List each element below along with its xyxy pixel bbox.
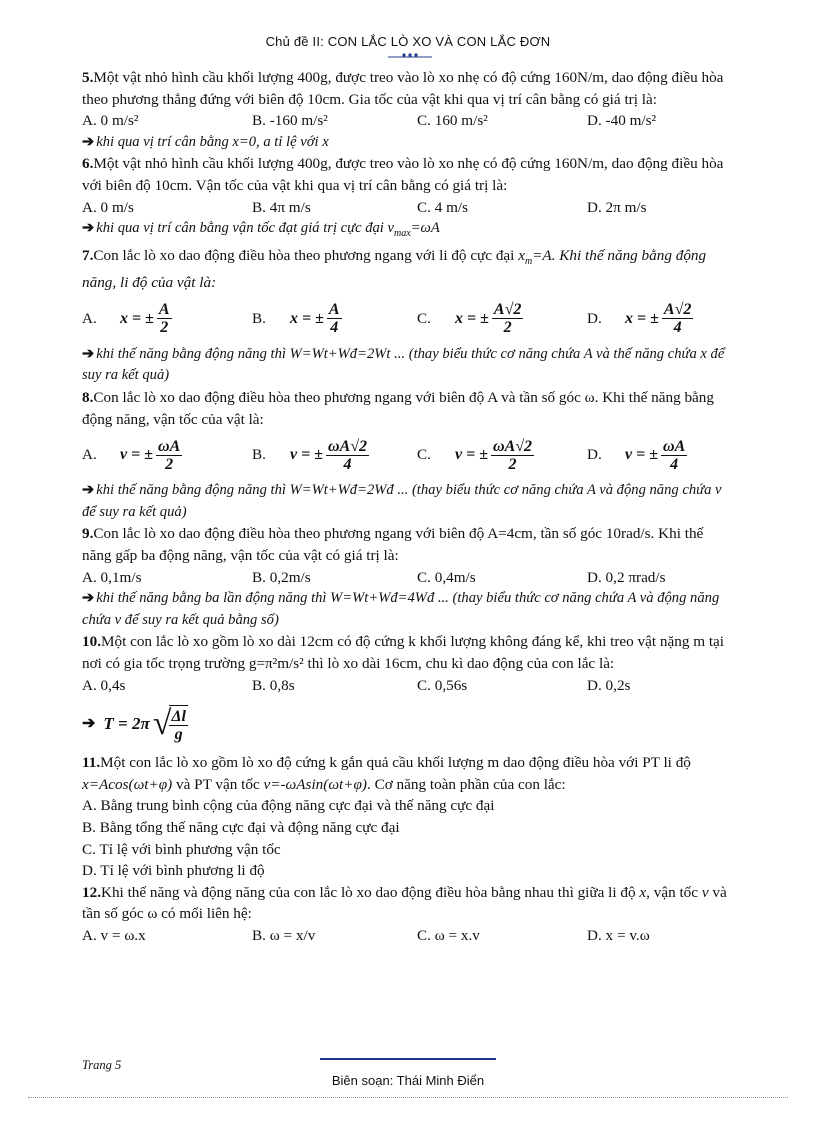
arrow-icon: ➔ [82, 482, 95, 499]
option-c[interactable]: C. ω = x.v [417, 926, 480, 944]
arrow-icon: ➔ [82, 345, 95, 362]
fraction: $\frac{\Delta l}{g}$ [169, 705, 187, 743]
sqrt-icon: √ [152, 705, 172, 743]
option-c[interactable]: C. 0,56s [417, 676, 468, 694]
option-c[interactable]: C. 160 m/s² [417, 112, 488, 130]
fraction: $\frac{\omega A√2}{2}$ [493, 437, 533, 473]
option-b[interactable]: B. ω = x/v [252, 926, 316, 944]
footer-divider [320, 1058, 496, 1060]
arrow-icon: ➔ [82, 590, 95, 607]
option-c[interactable]: C. x = ± $\frac{A√2}{2}$ [417, 301, 522, 337]
fraction: $\frac{A√2}{2}$ [493, 301, 522, 337]
option-d[interactable]: D. -40 m/s² [587, 112, 657, 130]
option-b[interactable]: B. v = ± $\frac{\omega A√2}{4}$ [252, 437, 368, 473]
fraction: $\frac{\omega A√2}{4}$ [328, 437, 368, 473]
question-12-options [82, 925, 734, 947]
arrow-icon: ➔ [82, 220, 95, 237]
option-d[interactable]: D. 0,2 πrad/s [587, 568, 666, 586]
option-b[interactable]: B. Bằng tổng thế năng cực đại và động năng cực đại [82, 818, 400, 836]
question-10-formula: ➔ T = 2π √ $\frac{\Delta l}{g}$ [82, 705, 186, 744]
option-d[interactable]: D. 0,2s [587, 676, 631, 694]
question-6-hint: ➔ khi qua vị trí cân bằng vận tốc đạt giá trị cực đại $v_{max}=\omega A$ [82, 220, 440, 240]
question-6-options [82, 197, 734, 219]
fraction: $\frac{\omega A}{4}$ [663, 437, 686, 473]
option-b[interactable]: B. -160 m/s² [252, 112, 328, 130]
question-6: 6.Một vật nhỏ hình cầu khối lượng 400g, được treo vào lò xo nhẹ có độ cứng 160N/m, dao động điều hòa với biên độ 10cm. Vận tốc của vật khi qua vị trí cân bằng có giá trị là: [82, 155, 724, 194]
question-5-options [82, 110, 734, 132]
page-number: Trang 5 [82, 1058, 122, 1072]
arrow-icon: ➔ [82, 715, 96, 733]
option-b[interactable]: B. 4π m/s [252, 198, 311, 216]
option-a[interactable]: A. x = ± $\frac{A}{2}$ [82, 301, 170, 337]
question-9: 9.Con lắc lò xo dao động điều hòa theo phương ngang với biên độ A=4cm, tần số góc 10rad/s. Khi thế năng gấp ba động năng, vận tốc của vật có giá trị là: [82, 525, 704, 565]
page-header: Chủ đề II: CON LẮC LÒ XO VÀ CON LẮC ĐƠN [265, 34, 551, 49]
arrow-icon: ➔ [82, 133, 95, 150]
question-7-options [82, 294, 734, 344]
option-a[interactable]: A. 0 m/s² [82, 112, 139, 130]
question-11: 11.Một con lắc lò xo gồm lò xo độ cứng k gắn quả cầu khối lượng m dao động điều hòa với PT li độ x=Acos(ωt+φ) và PT vận tốc v=-ωAsin(ωt+φ). Cơ năng toàn phần của con lắc: [82, 754, 691, 793]
question-9-options [82, 567, 734, 589]
question-10-options [82, 675, 734, 697]
option-d[interactable]: D. x = ± $\frac{A√2}{4}$ [587, 301, 692, 337]
option-b[interactable]: B. 0,2m/s [252, 568, 311, 586]
option-c[interactable]: C. v = ± $\frac{\omega A√2}{2}$ [417, 437, 533, 473]
question-7: 7.Con lắc lò xo dao động điều hòa theo phương ngang với li độ cực đại $x_m=A$. Khi thế năng bằng động năng, li độ của vật là: [82, 246, 707, 292]
fraction: $\frac{\omega A}{2}$ [158, 437, 181, 473]
question-12: 12.Khi thế năng và động năng của con lắc lò xo dao động điều hòa bằng nhau thì giữa li độ x, vận tốc v và tần số góc ω có mối liên hệ: [82, 883, 727, 923]
option-c[interactable]: C. Tỉ lệ với bình phương vận tốc [82, 840, 281, 858]
option-d[interactable]: D. v = ± $\frac{\omega A}{4}$ [587, 437, 686, 473]
option-d[interactable]: D. Tỉ lệ với bình phương li độ [82, 862, 265, 880]
fraction: $\frac{A√2}{4}$ [663, 301, 692, 337]
header-ornament-icon [388, 50, 432, 60]
fraction: $\frac{A}{2}$ [158, 301, 170, 337]
option-d[interactable]: D. 2π m/s [587, 198, 647, 216]
question-8-options [82, 430, 734, 480]
option-b[interactable]: B. x = ± $\frac{A}{4}$ [252, 301, 340, 337]
option-a[interactable]: A. 0,1m/s [82, 568, 142, 586]
footer-author: Biên soạn: Thái Minh Điển [331, 1073, 485, 1088]
option-c[interactable]: C. 0,4m/s [417, 568, 476, 586]
questions-content [82, 67, 734, 947]
question-8-hint: ➔ khi thế năng bằng động năng thì W=Wt+Wđ=2Wđ ... (thay biểu thức cơ năng chứa A và động năng chứa v để suy ra kết quả) [82, 482, 722, 520]
question-5: 5.Một vật nhỏ hình cầu khối lượng 400g, được treo vào lò xo nhẹ có độ cứng 160N/m, dao động điều hòa theo phương thẳng đứng với biên độ 10cm. Gia tốc của vật khi qua vị trí cân bằng có giá trị là: [82, 69, 724, 108]
option-a[interactable]: A. 0 m/s [82, 198, 134, 216]
question-7-hint: ➔ khi thế năng bằng động năng thì W=Wt+Wđ=2Wt ... (thay biểu thức cơ năng chứa A và thế năng chứa x để suy ra kết quả) [82, 345, 725, 384]
question-5-hint: ➔ khi qua vị trí cân bằng x=0, a tỉ lệ với x [82, 132, 734, 154]
page-bottom-rule [28, 1097, 788, 1098]
fraction: $\frac{A}{4}$ [328, 301, 340, 337]
option-a[interactable]: A. v = ± $\frac{\omega A}{2}$ [82, 437, 181, 473]
option-a[interactable]: A. v = ω.x [82, 926, 146, 944]
option-a[interactable]: A. Bằng trung bình cộng của động năng cực đại và thế năng cực đại [82, 797, 495, 815]
option-b[interactable]: B. 0,8s [252, 676, 295, 694]
question-8: 8.Con lắc lò xo dao động điều hòa theo phương ngang với biên độ A và tần số góc ω. Khi thế năng bằng động năng, vận tốc của vật là: [82, 389, 714, 428]
question-9-hint: ➔ khi thế năng bằng ba lần động năng thì W=Wt+Wđ=4Wđ ... (thay biểu thức cơ năng chứa A và động năng chứa v để suy ra kết quả bằng số) [82, 590, 720, 628]
option-a[interactable]: A. 0,4s [82, 676, 126, 694]
option-d[interactable]: D. x = v.ω [587, 926, 650, 944]
option-c[interactable]: C. 4 m/s [417, 198, 469, 216]
question-10: 10.Một con lắc lò xo gồm lò xo dài 12cm có độ cứng k khối lượng không đáng kể, khi treo vật nặng m tại nơi có gia tốc trọng trường g=π²m/s² thì lò xo dài 16cm, chu kì dao động của con lắc là: [82, 633, 725, 672]
